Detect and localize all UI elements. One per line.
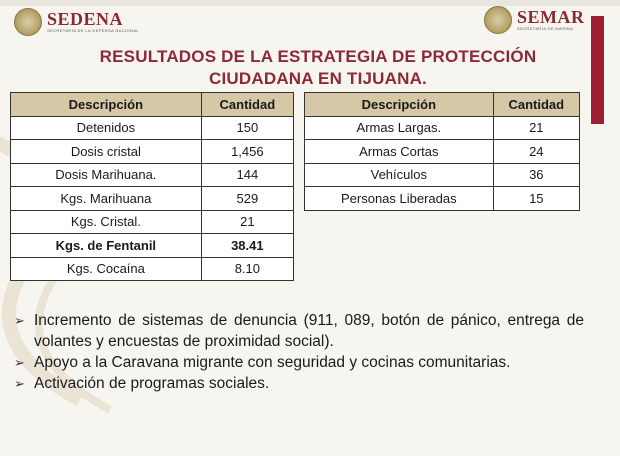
table-row [305, 187, 580, 211]
table-cell: 24 [493, 140, 579, 164]
table-cell: 150 [201, 116, 293, 140]
semar-seal-icon [484, 6, 512, 34]
bullet-text: Incremento de sistemas de denuncia (911, 089, botón de pánico, entrega de volantes y encuestas de proximidad social). [34, 312, 584, 350]
bullet-text: Apoyo a la Caravana migrante con seguridad y cocinas comunitarias. [34, 354, 511, 371]
table-cell: Detenidos [11, 116, 202, 140]
column-header-cantidad: Cantidad [201, 93, 293, 117]
table-row [305, 116, 580, 140]
table-cell: Armas Largas. [305, 116, 494, 140]
page-title [60, 46, 576, 90]
seizures-table [10, 92, 294, 281]
table-cell: Armas Cortas [305, 140, 494, 164]
table-row [11, 257, 294, 281]
table-row [11, 140, 294, 164]
table-cell: 38.41 [201, 234, 293, 258]
table-row [11, 163, 294, 187]
bullet-item [14, 352, 584, 373]
table-cell: Kgs. Marihuana [11, 187, 202, 211]
bullet-list [14, 310, 584, 394]
table-cell: 15 [493, 187, 579, 211]
sedena-seal-icon [14, 8, 42, 36]
table-row [11, 187, 294, 211]
table-cell: Dosis Marihuana. [11, 163, 202, 187]
weapons-vehicles-table [304, 92, 580, 211]
table-cell: Vehículos [305, 163, 494, 187]
table-cell: 144 [201, 163, 293, 187]
table-cell: Kgs. de Fentanil [11, 234, 202, 258]
bullet-item [14, 373, 584, 394]
sedena-subtitle: SECRETARÍA DE LA DEFENSA NACIONAL [47, 28, 140, 33]
table-row [11, 210, 294, 234]
table-cell: 529 [201, 187, 293, 211]
title-line-2: CIUDADANA EN TIJUANA. [209, 69, 427, 88]
table-cell: Dosis cristal [11, 140, 202, 164]
sedena-name: SEDENA [47, 9, 124, 29]
bullet-item [14, 310, 584, 352]
table-cell: 21 [493, 116, 579, 140]
table-cell: 36 [493, 163, 579, 187]
table-header-row [305, 93, 580, 117]
table-cell: 21 [201, 210, 293, 234]
arrow-bullet-icon: ➢ [14, 376, 25, 391]
column-header-cantidad: Cantidad [493, 93, 579, 117]
semar-subtitle: SECRETARÍA DE MARINA [517, 26, 574, 31]
table-cell: Kgs. Cocaína [11, 257, 202, 281]
table-cell: 1,456 [201, 140, 293, 164]
table-cell: Personas Liberadas [305, 187, 494, 211]
title-line-1: RESULTADOS DE LA ESTRATEGIA DE PROTECCIÓN [99, 47, 537, 66]
arrow-bullet-icon: ➢ [14, 355, 25, 370]
semar-name: SEMAR [517, 7, 585, 27]
table-row [305, 140, 580, 164]
semar-logo [484, 6, 585, 34]
accent-bar [591, 16, 604, 124]
table-cell: 8.10 [201, 257, 293, 281]
table-cell: Kgs. Cristal. [11, 210, 202, 234]
table-header-row [11, 93, 294, 117]
sedena-logo [14, 8, 139, 36]
table-row [305, 163, 580, 187]
arrow-bullet-icon: ➢ [14, 313, 25, 328]
table-row [11, 116, 294, 140]
column-header-descripcion: Descripción [11, 93, 202, 117]
bullet-text: Activación de programas sociales. [34, 375, 270, 392]
table-row-highlight [11, 234, 294, 258]
column-header-descripcion: Descripción [305, 93, 494, 117]
